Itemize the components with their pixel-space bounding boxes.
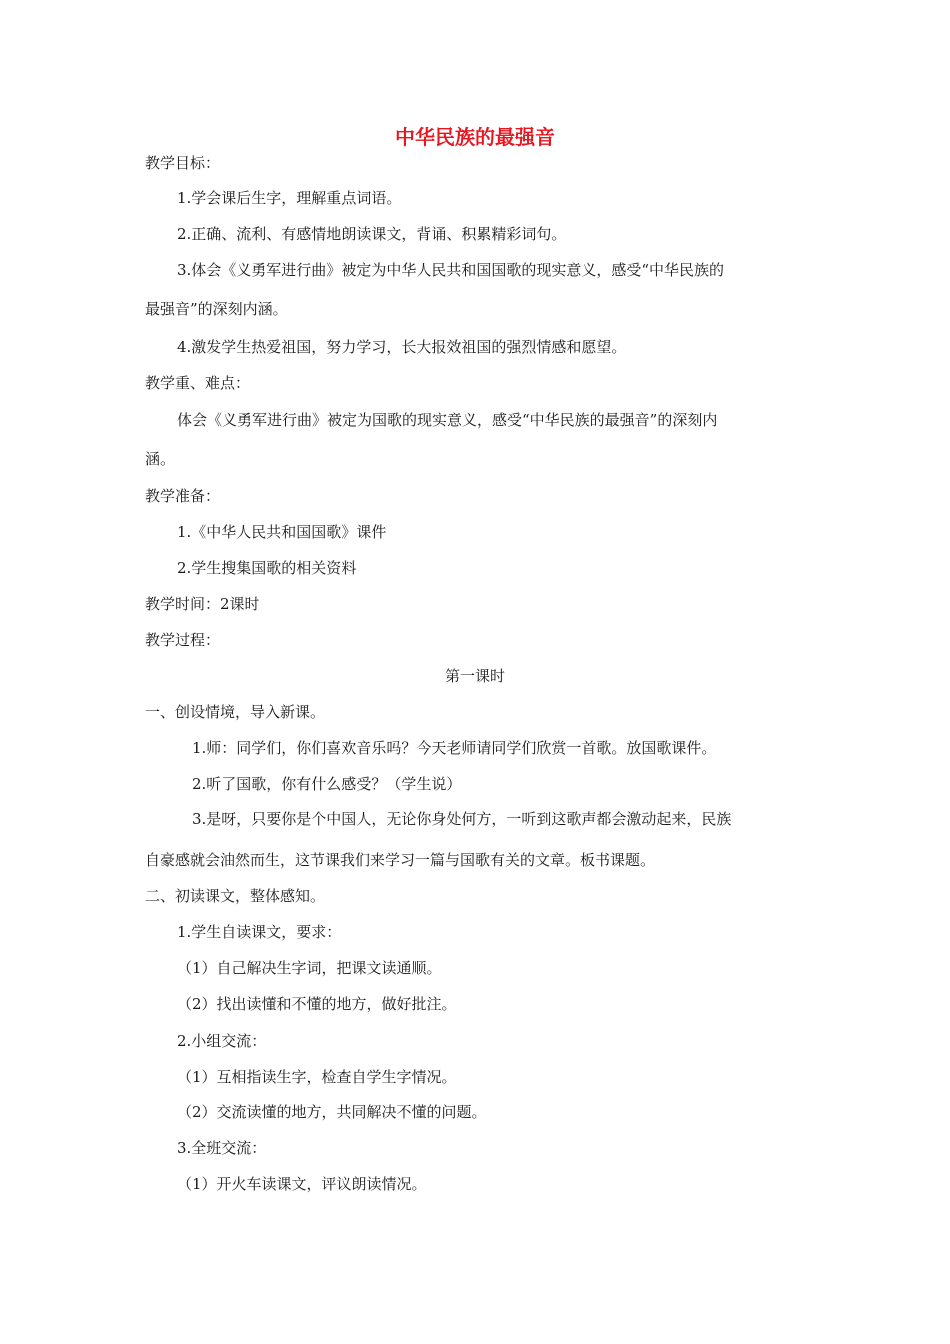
key-points-text-continued: 涵。 [145,450,176,468]
objective-item-3-continued: 最强音”的深刻内涵。 [145,300,288,318]
step-2-item-1-sub-1: （1）自己解决生字词，把课文读通顺。 [177,959,442,977]
preparation-item-2: 2.学生搜集国歌的相关资料 [177,559,357,577]
objective-item-3: 3.体会《义勇军进行曲》被定为中华人民共和国国歌的现实意义，感受“中华民族的 [177,261,724,279]
step-2-item-2: 2.小组交流： [177,1032,267,1050]
objective-item-4: 4.激发学生热爱祖国，努力学习，长大报效祖国的强烈情感和愿望。 [177,338,627,356]
step-heading-2: 二、初读课文，整体感知。 [145,887,326,905]
key-points-text: 体会《义勇军进行曲》被定为国歌的现实意义，感受“中华民族的最强音”的深刻内 [177,411,718,429]
objective-item-1: 1.学会课后生字，理解重点词语。 [177,189,402,207]
document-title: 中华民族的最强音 [395,125,555,149]
step-2-item-1: 1.学生自读课文，要求： [177,923,342,941]
preparation-item-1: 1.《中华人民共和国国歌》课件 [177,523,387,541]
section-heading-key-points: 教学重、难点： [145,374,251,392]
step-1-item-2: 2.听了国歌，你有什么感受？（学生说） [192,775,462,793]
objective-item-2: 2.正确、流利、有感情地朗读课文，背诵、积累精彩词句。 [177,225,567,243]
step-1-item-3: 3.是呀，只要你是个中国人，无论你身处何方，一听到这歌声都会激动起来，民族 [192,810,732,828]
teaching-time: 教学时间：2课时 [145,595,260,613]
lesson-heading-first: 第一课时 [444,667,505,685]
step-2-item-1-sub-2: （2）找出读懂和不懂的地方，做好批注。 [177,995,457,1013]
step-1-item-3-continued: 自豪感就会油然而生，这节课我们来学习一篇与国歌有关的文章。板书课题。 [145,851,656,869]
step-heading-1: 一、创设情境，导入新课。 [145,703,326,721]
section-heading-objectives: 教学目标： [145,154,221,172]
step-2-item-2-sub-2: （2）交流读懂的地方，共同解决不懂的问题。 [177,1103,487,1121]
section-heading-process: 教学过程： [145,631,221,649]
step-1-item-1: 1.师：同学们，你们喜欢音乐吗？今天老师请同学们欣赏一首歌。放国歌课件。 [192,739,717,757]
step-2-item-2-sub-1: （1）互相指读生字，检查自学生字情况。 [177,1068,457,1086]
section-heading-preparation: 教学准备： [145,487,221,505]
step-2-item-3-sub-1: （1）开火车读课文，评议朗读情况。 [177,1175,427,1193]
step-2-item-3: 3.全班交流： [177,1139,267,1157]
